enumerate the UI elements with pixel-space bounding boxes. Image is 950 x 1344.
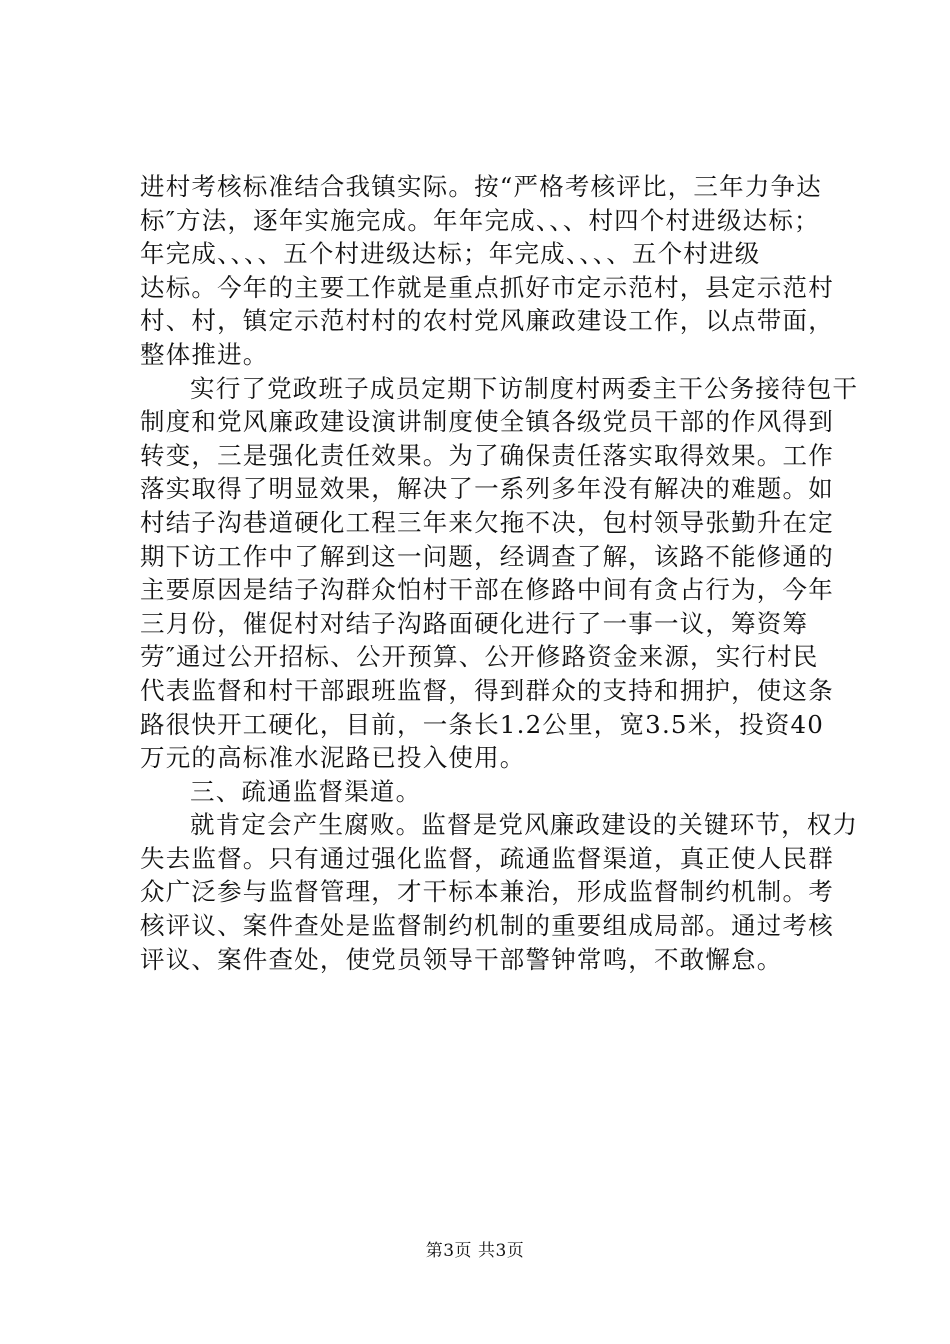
text-line: 路很快开工硬化，目前，一条长1.2公里，宽3.5米，投资40 xyxy=(140,709,825,739)
text-line: 年完成、、、、五个村进级达标；年完成、、、、五个村进级 xyxy=(140,239,761,269)
text-line: 主要原因是结子沟群众怕村干部在修路中间有贪占行为，今年 xyxy=(140,575,834,605)
text-line: 劳″通过公开招标、公开预算、公开修路资金来源，实行村民 xyxy=(140,642,819,672)
text-line: 众广泛参与监督管理，才干标本兼治，形成监督制约机制。考 xyxy=(140,877,834,907)
paragraph-first-line: 就肯定会产生腐败。监督是党风廉政建设的关键环节，权力 xyxy=(190,810,859,840)
text-line: 进村考核标准结合我镇实际。按“严格考核评比，三年力争达 xyxy=(140,172,822,201)
text-line: 核评议、案件查处是监督制约机制的重要组成局部。通过考核 xyxy=(140,911,834,941)
page-number-footer: 第3页 共3页 xyxy=(425,1241,525,1261)
text-line: 落实取得了明显效果，解决了一系列多年没有解决的难题。如 xyxy=(140,474,834,504)
text-line: 整体推进。 xyxy=(140,339,269,369)
text-line: 三月份，催促村对结子沟路面硬化进行了一事一议，筹资筹 xyxy=(140,608,809,638)
text-line: 村结子沟巷道硬化工程三年来欠拖不决，包村领导张勤升在定 xyxy=(140,507,834,537)
text-line: 代表监督和村干部跟班监督，得到群众的支持和拥护，使这条 xyxy=(140,675,834,705)
text-line: 万元的高标准水泥路已投入使用。 xyxy=(140,743,526,773)
text-line: 评议、案件查处，使党员领导干部警钟常鸣，不敢懈怠。 xyxy=(140,944,783,974)
text-line: 达标。今年的主要工作就是重点抓好市定示范村，县定示范村 xyxy=(140,272,834,302)
text-line: 期下访工作中了解到这一问题，经调查了解，该路不能修通的 xyxy=(140,541,834,571)
text-line: 村、村，镇定示范村村的农村党风廉政建设工作，以点带面， xyxy=(140,306,834,336)
text-line: 标″方法，逐年实施完成。年年完成、、、村四个村进级达标； xyxy=(140,205,820,235)
text-line: 转变，三是强化责任效果。为了确保责任落实取得效果。工作 xyxy=(140,440,834,470)
text-line: 失去监督。只有通过强化监督，疏通监督渠道，真正使人民群 xyxy=(140,843,834,873)
text-line: 制度和党风廉政建设演讲制度使全镇各级党员干部的作风得到 xyxy=(140,407,834,437)
body-text xyxy=(140,170,859,976)
paragraph-first-line: 实行了党政班子成员定期下访制度村两委主干公务接待包干 xyxy=(190,373,859,403)
section-heading: 三、疏通监督渠道。 xyxy=(190,776,422,806)
